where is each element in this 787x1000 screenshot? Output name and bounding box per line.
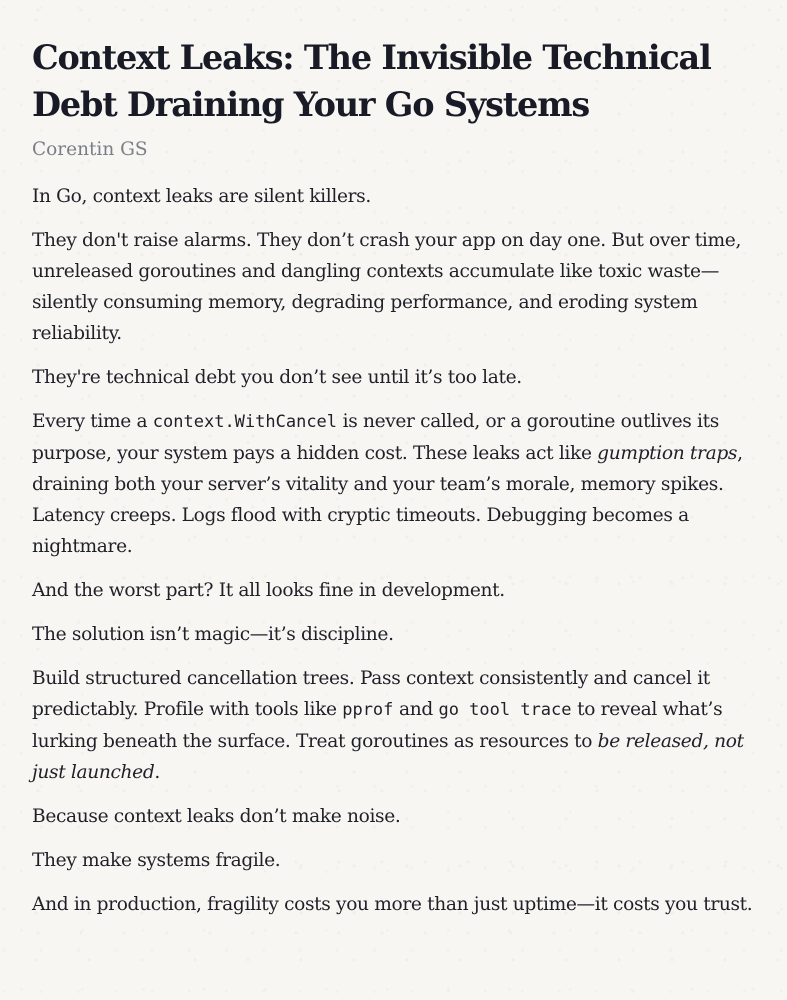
paragraph-6: The solution isn’t magic—it’s discipline. (32, 624, 394, 645)
paragraph-1: In Go, context leaks are silent killers. (32, 186, 371, 207)
paragraph-2: They don't raise alarms. They don’t crash your app on day one. But over time, unreleased goroutines and dangling contexts accumulate like toxic waste—silently consuming memory, degrading performance, and eroding system reliability. (32, 230, 742, 344)
article-title: Context Leaks: The Invisible Technical Debt Draining Your Go Systems (32, 38, 711, 124)
paragraph-4 (32, 406, 760, 562)
article (32, 34, 760, 933)
article-author: Corentin GS (32, 139, 148, 160)
paragraph-8: Because context leaks don’t make noise. (32, 806, 401, 827)
emphasis-gumption-traps: gumption traps (597, 443, 738, 464)
paragraph-4-text-middle: is never called, or a goroutine outlives its purpose, your system pays a hidden cost. These leaks act like (32, 411, 719, 464)
paragraph-7-text-and: and (393, 699, 439, 720)
paragraph-4-text-end: , draining both your server’s vitality and your team’s morale, memory spikes. Latency creeps. Logs flood with cryptic timeouts. Debugging becomes a nightmare. (32, 443, 743, 557)
paragraph-7-text-start: Build structured cancellation trees. Pass context consistently and cancel it predictably. Profile with tools like (32, 668, 710, 720)
paragraph-4-text-start: Every time a (32, 411, 153, 432)
paragraph-7-text-middle: to reveal what’s lurking beneath the surface. Treat goroutines as resources to (32, 699, 723, 752)
inline-code-go-tool-trace: go tool trace (438, 700, 572, 720)
paragraph-9: They make systems fragile. (32, 850, 281, 871)
paragraph-7-text-end: . (154, 762, 160, 783)
emphasis-be-released: be released, not just launched (32, 731, 744, 783)
paragraph-3: They're technical debt you don’t see until it’s too late. (32, 367, 522, 388)
paragraph-7 (32, 663, 760, 788)
paragraph-10: And in production, fragility costs you more than just uptime—it costs you trust. (32, 894, 753, 915)
inline-code-context-withcancel: context.WithCancel (152, 412, 338, 432)
paragraph-5: And the worst part? It all looks fine in development. (32, 580, 505, 601)
inline-code-pprof: pprof (342, 700, 394, 720)
